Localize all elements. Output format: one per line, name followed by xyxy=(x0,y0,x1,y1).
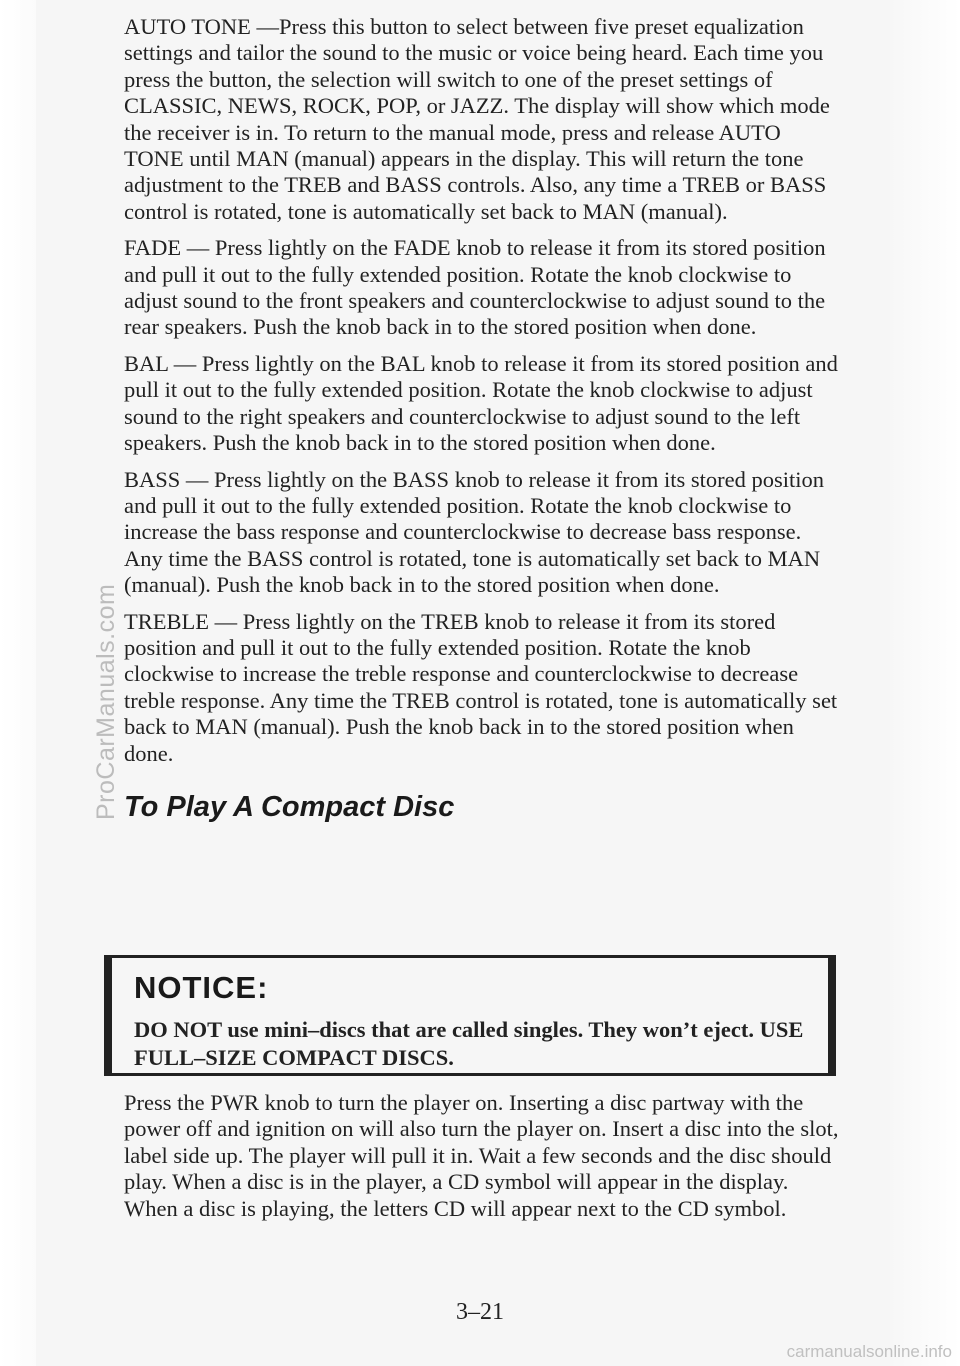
notice-text: DO NOT use mini–discs that are called singles. They won’t eject. USE FULL–SIZE COMPACT DISCS. xyxy=(134,1017,804,1070)
body-text xyxy=(124,14,844,825)
bass-paragraph: BASS — Press lightly on the BASS knob to release it from its stored position and pull it out to the fully extended position. Rotate the knob clockwise to increase the bass response and counterclockwise to decrease bass response. Any time the BASS control is rotated, tone is automatically set back to MAN (manual). Push the knob back in to the stored position when done. xyxy=(124,466,825,598)
fade-paragraph: FADE — Press lightly on the FADE knob to release it from its stored position and pull it out to the fully extended position. Rotate the knob clockwise to adjust sound to the front speakers and counterclockwise to adjust sound to the rear speakers. Push the knob back in to the stored position when done. xyxy=(124,235,826,340)
page-number: 3–21 xyxy=(456,1299,504,1325)
watermark-bottom: carmanualsonline.info xyxy=(786,1342,952,1361)
watermark-side: ProCarManuals.com xyxy=(92,583,120,820)
section-title: To Play A Compact Disc xyxy=(124,790,455,823)
notice-title: NOTICE: xyxy=(134,970,269,1005)
auto-tone-paragraph: AUTO TONE —Press this button to select between five preset equalization settings and tailor the sound to the music or voice being heard. Each time you press the button, the selection will switch to one of the preset settings of CLASSIC, NEWS, ROCK, POP, or JAZZ. The display will show which mode the receiver is in. To return to the manual mode, press and release AUTO TONE until MAN (manual) appears in the display. This will return the tone adjustment to the TREB and BASS controls. Also, any time a TREB or BASS control is rotated, tone is automatically set back to MAN (manual). xyxy=(124,14,830,224)
bal-paragraph: BAL — Press lightly on the BAL knob to release it from its stored position and pull it out to the fully extended position. Rotate the knob clockwise to adjust sound to the right speakers and counterclockwise to adjust sound to the left speakers. Push the knob back in to the stored position when done. xyxy=(124,350,838,456)
treble-paragraph: TREBLE — Press lightly on the TREB knob to release it from its stored position and pull it out to the fully extended position. Rotate the knob clockwise to increase the treble response and counterclockwise to decrease treble response. Any time the TREB control is rotated, tone is automatically set back to MAN (manual). Push the knob back in to the stored position when done. xyxy=(124,608,838,766)
cd-paragraph: Press the PWR knob to turn the player on. Inserting a disc partway with the power off and ignition on will also turn the player on. Insert a disc into the slot, label side up. The player will pull it in. Wait a few seconds and the disc should play. When a disc is in the player, a CD symbol will appear in the display. When a disc is playing, the letters CD will appear next to the CD symbol. xyxy=(124,1090,839,1221)
scan-margin-left xyxy=(0,0,36,1366)
scan-margin-right xyxy=(890,0,960,1366)
notice-box xyxy=(104,955,836,1076)
